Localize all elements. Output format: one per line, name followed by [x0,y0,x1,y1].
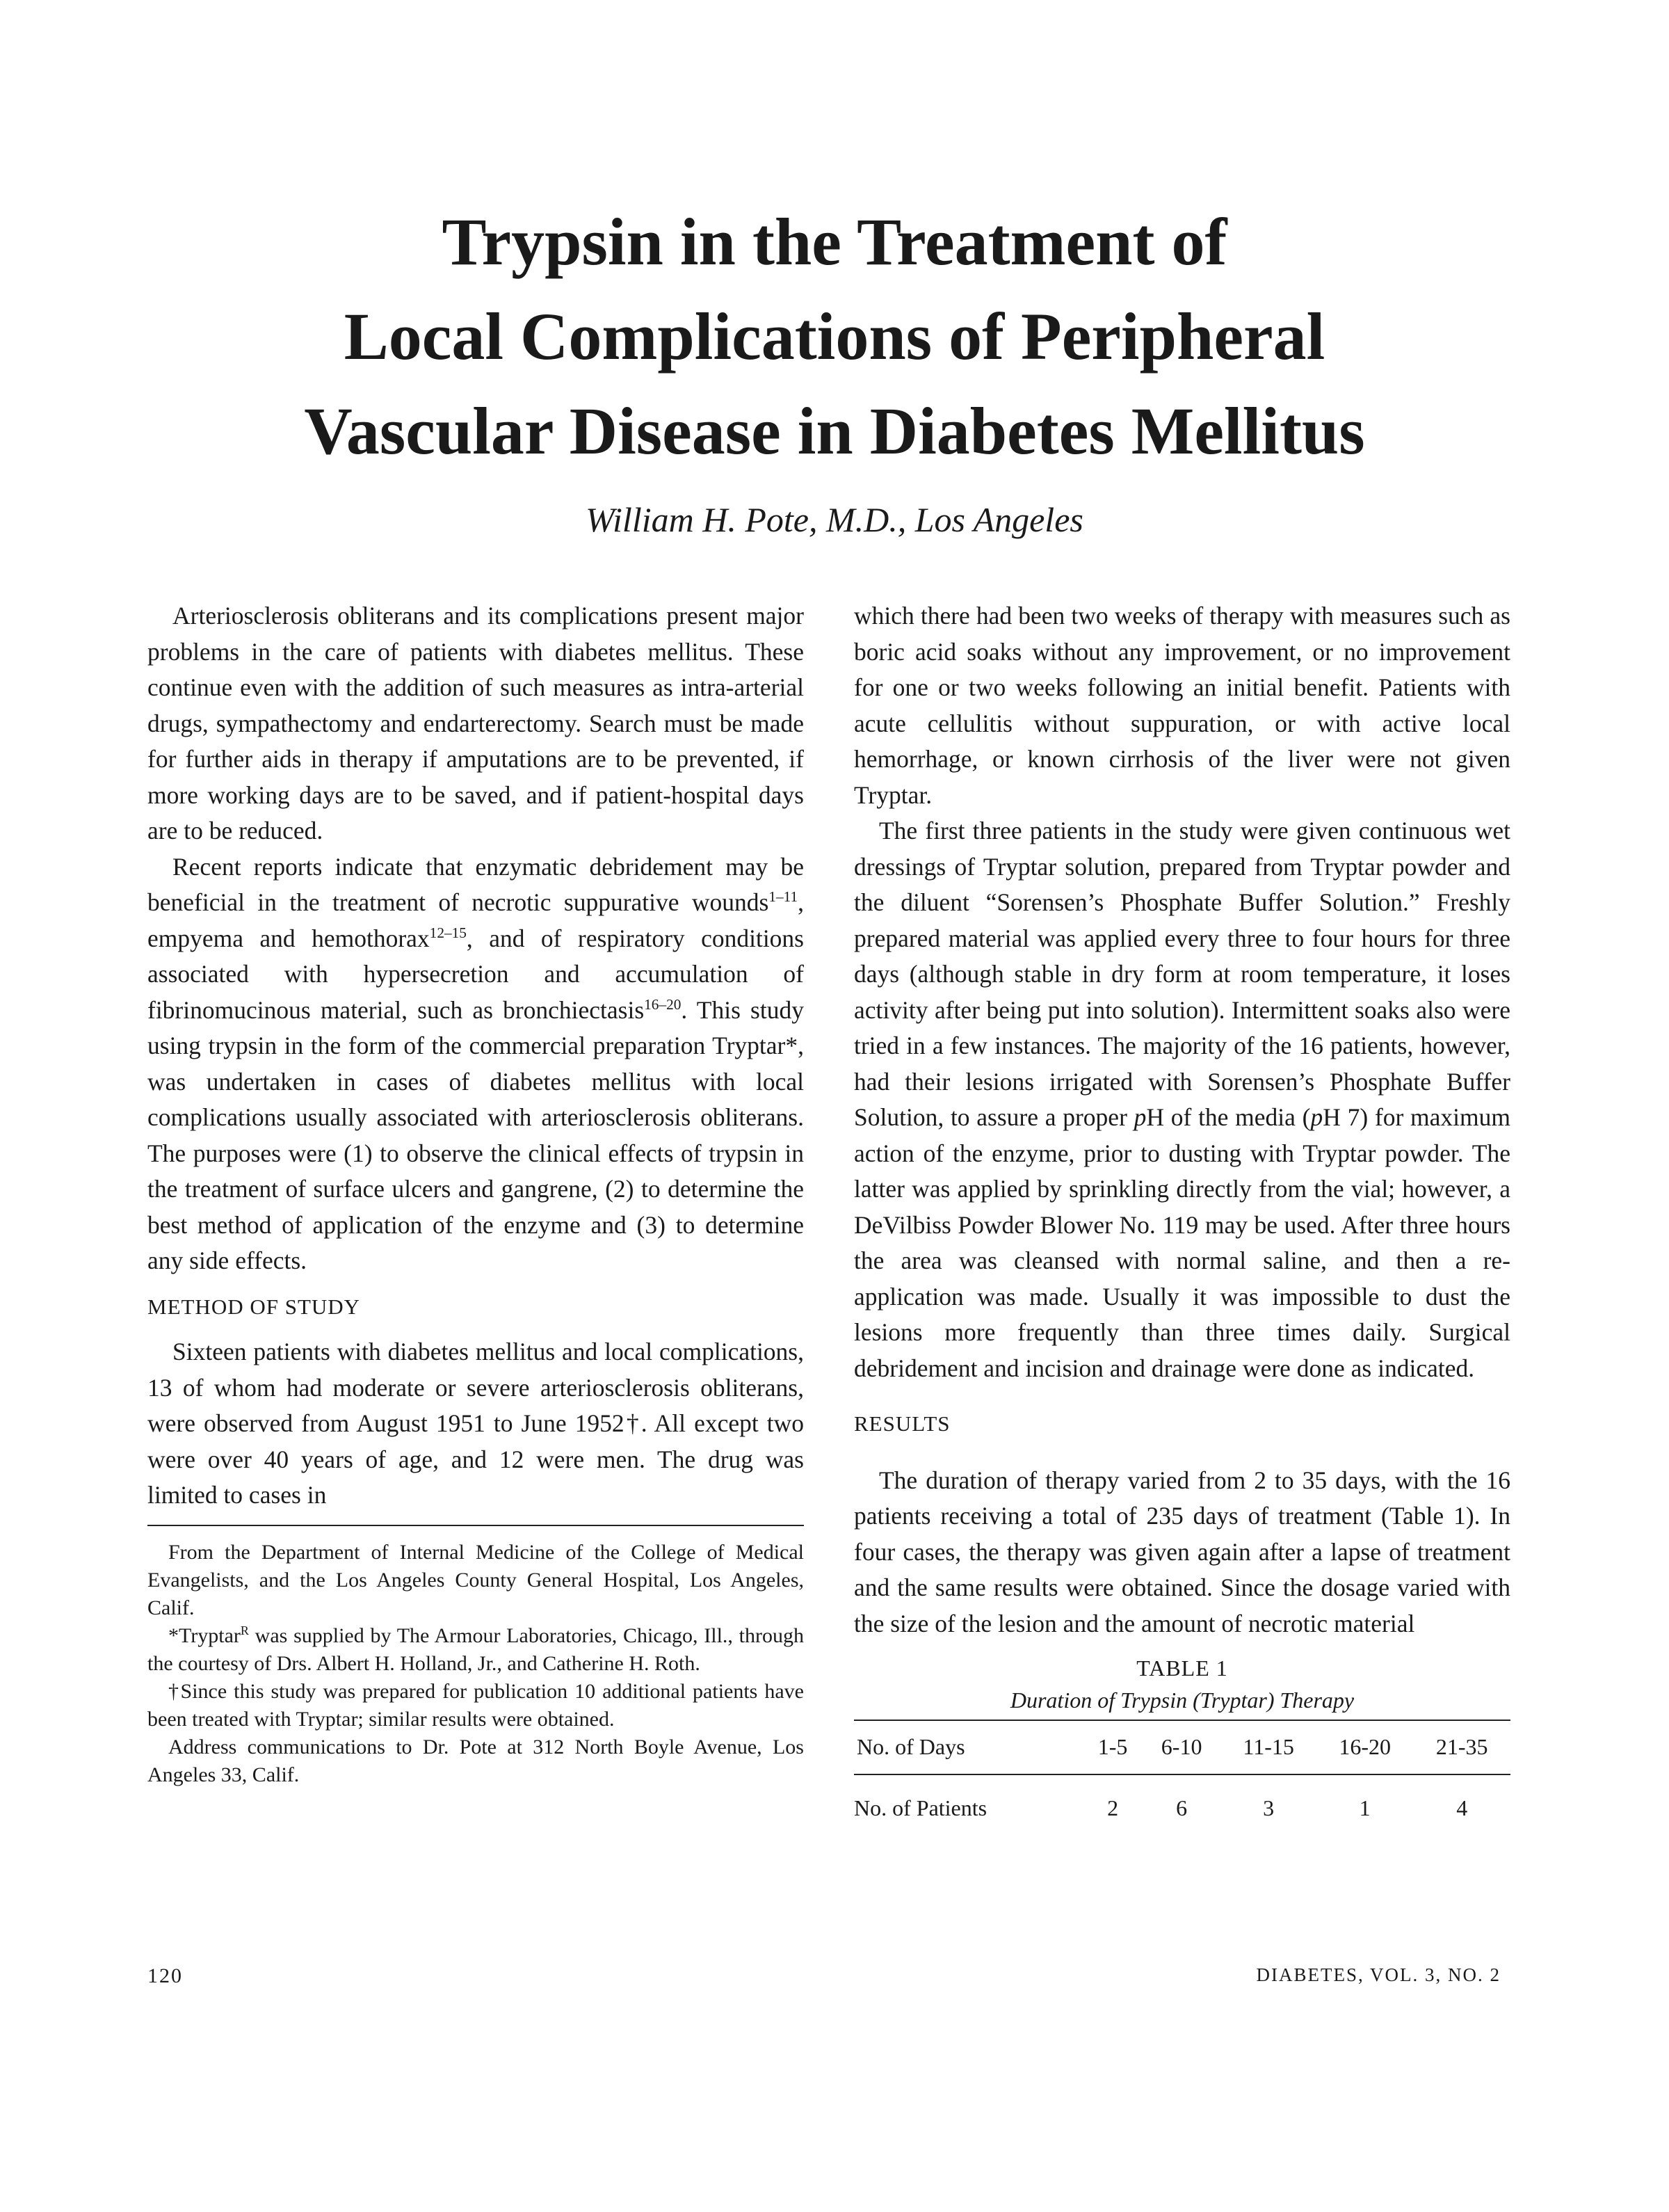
footnote-divider [147,1525,804,1526]
citation-16-20: 16–20 [644,995,682,1013]
table-cell: 2 [1107,1795,1119,1820]
ph-italic-1: p [1134,1103,1147,1131]
footnotes [147,1539,804,1789]
footnote-tryptar [147,1622,804,1678]
table-cell: 6-10 [1143,1720,1221,1774]
footnote-additional-patients: †Since this study was prepared for publication 10 additional patients have been treated with Tryptar; similar results were obtained. [147,1679,804,1731]
table-header-row [854,1720,1510,1774]
table-cell: 4 [1456,1795,1468,1820]
footnote-tryptar-b: was supplied by The Armour Laboratories, Chicago, Ill., through the courtesy of Drs. Albert H. Holland, Jr., and Catherine H. Roth. [147,1624,804,1675]
table-cell: No. of Patients [854,1795,987,1820]
continued-paragraph: which there had been two weeks of therapy with measures such as boric acid soaks without any improvement, or no improvement for one or two weeks following an initial benefit. Patients with acute cellulitis without suppuration, or with active local hemorrhage, or known cirrhosis of the liver were not given Tryptar. [854,602,1510,809]
method-paragraph: Sixteen patients with diabetes mellitus and local complications, 13 of whom had moderate or severe arteriosclerosis obliterans, were observed from August 1951 to June 1952†. All except two were over 40 years of age, and 12 were men. The drug was limited to cases in [147,1338,804,1509]
page-number: 120 [147,1964,183,1987]
table-cell: 3 [1263,1795,1275,1820]
table-cell: 1-5 [1083,1720,1143,1774]
title-line-3: Vascular Disease in Diabetes Mellitus [304,394,1365,468]
footnote-affiliation: From the Department of Internal Medicine of the College of Medical Evangelists, and the Los Angeles County General Hospital, Los Angeles, Calif. [147,1540,804,1619]
registered-mark: R [240,1623,249,1637]
table-cell: 11-15 [1220,1720,1316,1774]
intro-paragraph-2 [147,849,804,1279]
table-cell: 21-35 [1413,1720,1510,1774]
journal-citation: DIABETES, VOL. 3, NO. 2 [1256,1964,1501,1985]
author-byline: William H. Pote, M.D., Los Angeles [586,500,1083,539]
intro-paragraph-1: Arteriosclerosis obliterans and its complications present major problems in the care of patients with diabetes mellitus. These continue even with the addition of such measures as intra-arterial drugs, sympathectomy and endarterectomy. Search must be made for further aids in therapy if amputations are to be prevented, if more working days are to be saved, and if patient-hospital days are to be reduced. [147,602,804,844]
ph-italic-2: p [1310,1103,1323,1131]
p-text-b: H of the media ( [1146,1103,1311,1131]
p2-text-d: . This study using trypsin in the form of the commercial preparation Tryptar*, was undertaken in cases of diabetes mellitus with local complications usually associated with arteriosclerosis obliterans. The purposes were (1) to observe the clinical effects of trypsin in the treatment of surface ulcers and gangrene, (2) to determine the best method of application of the enzyme and (3) to determine any side effects. [147,995,804,1274]
citation-12-15: 12–15 [429,924,467,941]
footnote-tryptar-a: *Tryptar [168,1624,241,1647]
title-line-1: Trypsin in the Treatment of [442,205,1227,279]
table-label: TABLE 1 [1136,1656,1228,1681]
p2-text-a: Recent reports indicate that enzymatic debridement may be beneficial in the treatment of necrotic suppurative wounds [147,852,804,916]
article-title [209,195,1460,479]
table-caption: Duration of Trypsin (Tryptar) Therapy [1010,1688,1355,1713]
results-paragraph: The duration of therapy varied from 2 to 35 days, with the 16 patients receiving a total of 235 days of treatment (Table 1). In four cases, the therapy was given again after a lapse of treatment and the same results were obtained. Since the dosage varied with the size of the lesion and the amount of necrotic material [854,1466,1510,1637]
citation-1-11: 1–11 [768,888,798,906]
table-cell: 16-20 [1316,1720,1414,1774]
right-column [854,598,1510,1832]
table-cell: No. of Days [854,1720,1083,1774]
section-heading-method: METHOD OF STUDY [147,1294,361,1319]
duration-table [854,1720,1510,1832]
title-line-2: Local Complications of Peripheral [344,299,1325,374]
left-column [147,598,804,1789]
table-row [854,1774,1510,1832]
method-paragraph-2 [854,813,1510,1386]
section-heading-results: RESULTS [854,1411,951,1436]
p-text-a: The first three patients in the study were given continuous wet dressings of Tryptar solution, prepared from Tryptar powder and the diluent “Sorensen’s Phosphate Buffer Solution.” Freshly prepared material was applied every three to four hours for three days (although stable in dry form at room temperature, it loses activity after being put into solution). Intermittent soaks also were tried in a few instances. The majority of the 16 patients, however, had their lesions irrigated with Sorensen’s Phosphate Buffer Solution, to assure a proper [854,817,1510,1131]
p2-text-b: , empyema and hemothorax [147,888,804,952]
table-1 [854,1653,1510,1832]
p2-text-c: , and of respiratory conditions associated with hypersecretion and accumulation of fibrinomucinous material, such as bronchiectasis [147,924,804,1024]
table-cell: 6 [1176,1795,1188,1820]
p-text-c: H 7) for maximum action of the enzyme, prior to dusting with Tryptar powder. The latter was applied by sprinkling directly from the vial; however, a DeVilbiss Powder Blower No. 119 may be used. After three hours the area was cleansed with normal saline, and then a re-application was made. Usually it was impossible to dust the lesions more frequently than three times daily. Surgical debridement and incision and drainage were done as indicated. [854,1103,1511,1382]
footnote-address: Address communications to Dr. Pote at 312 North Boyle Avenue, Los Angeles 33, Calif. [147,1735,804,1786]
table-cell: 1 [1359,1795,1371,1820]
